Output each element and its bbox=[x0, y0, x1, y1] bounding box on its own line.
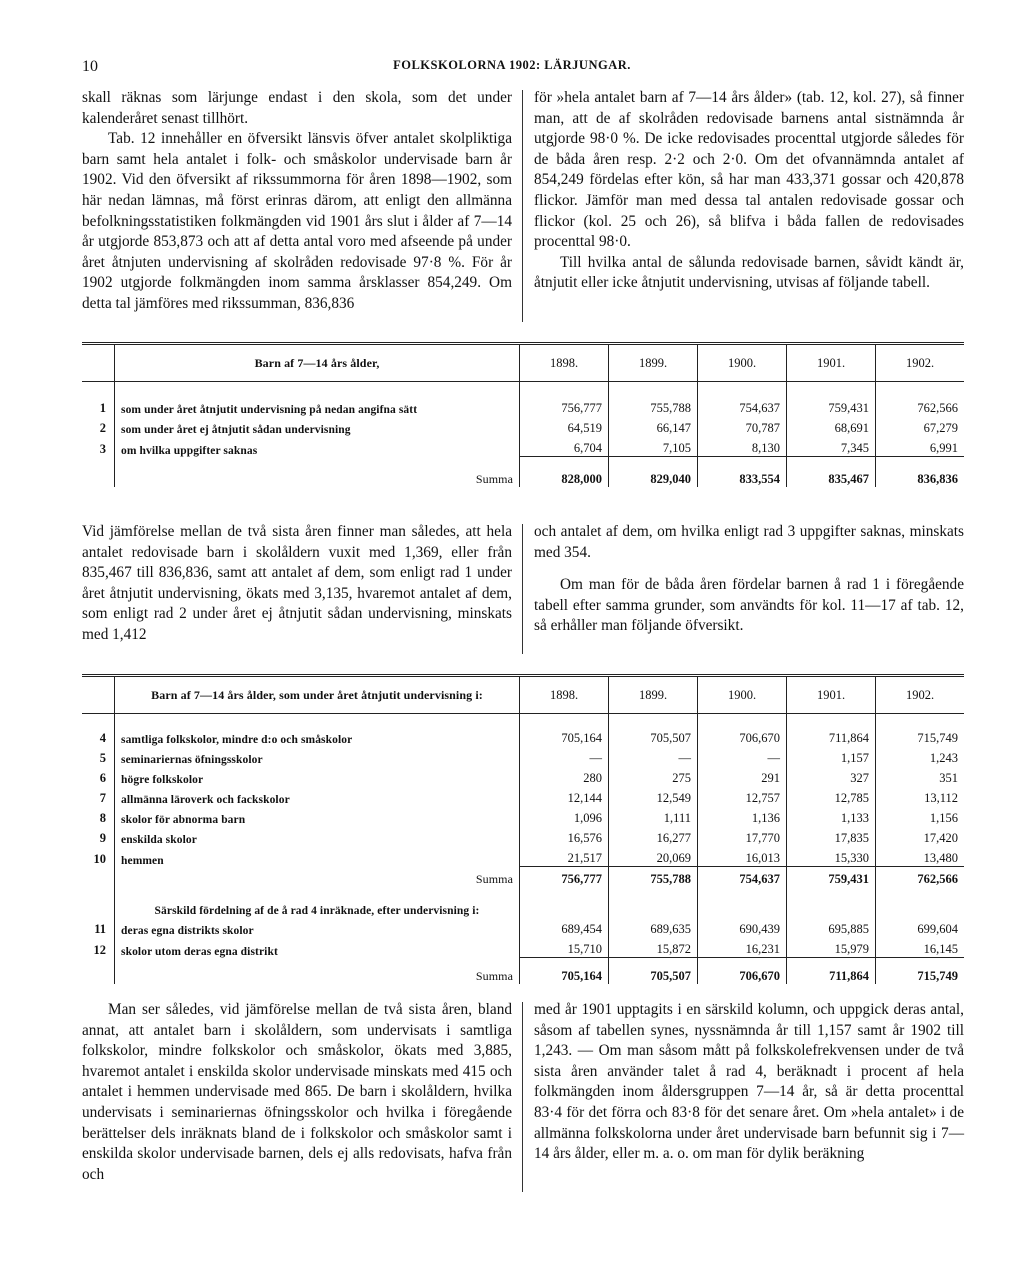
section1-right-column bbox=[534, 88, 964, 315]
cell: 16,013 bbox=[698, 846, 787, 867]
cell: 8,130 bbox=[698, 436, 787, 457]
cell: 275 bbox=[609, 766, 698, 786]
table-header-row bbox=[82, 676, 964, 714]
cell: 705,164 bbox=[520, 726, 609, 746]
column-divider bbox=[522, 1002, 523, 1192]
text-section-1 bbox=[82, 88, 964, 315]
cell: 16,277 bbox=[609, 826, 698, 846]
cell: 70,787 bbox=[698, 416, 787, 436]
row-label: skolor för abnorma barn bbox=[121, 814, 246, 826]
sum-cell: 706,670 bbox=[698, 958, 787, 984]
sum-cell: 755,788 bbox=[609, 867, 698, 888]
row-label: deras egna distrikts skolor bbox=[121, 925, 254, 937]
year-header: 1898. bbox=[520, 676, 609, 714]
paragraph: skall räknas som lärjunge endast i den skola, som det under kalenderåret senast tillhört. bbox=[82, 89, 512, 127]
year-header: 1899. bbox=[609, 344, 698, 382]
cell: 7,105 bbox=[609, 436, 698, 457]
row-label: högre folkskolor bbox=[121, 774, 204, 786]
cell: 66,147 bbox=[609, 416, 698, 436]
cell: 754,637 bbox=[698, 396, 787, 416]
sum-cell: 759,431 bbox=[787, 867, 876, 888]
table-row bbox=[82, 846, 964, 867]
row-number: 4 bbox=[82, 726, 115, 746]
cell: 1,156 bbox=[876, 806, 965, 826]
row-number: 8 bbox=[82, 806, 115, 826]
row-number: 11 bbox=[82, 917, 115, 937]
cell: 1,136 bbox=[698, 806, 787, 826]
row-label: som under året åtnjutit undervisning på nedan angifna sätt bbox=[121, 404, 418, 416]
row-number: 5 bbox=[82, 746, 115, 766]
section3-right-column bbox=[534, 1000, 964, 1185]
cell: 1,111 bbox=[609, 806, 698, 826]
cell: 15,872 bbox=[609, 937, 698, 958]
table-row bbox=[82, 806, 964, 826]
cell: 699,604 bbox=[876, 917, 965, 937]
table-row bbox=[82, 766, 964, 786]
cell: — bbox=[698, 746, 787, 766]
cell: 1,133 bbox=[787, 806, 876, 826]
cell: 12,144 bbox=[520, 786, 609, 806]
row-number: 6 bbox=[82, 766, 115, 786]
row-label: samtliga folkskolor, mindre d:o och småskolor bbox=[121, 734, 353, 746]
paragraph: Man ser således, vid jämförelse mellan de två sista åren, bland annat, att antalet barn i skolåldern, som undervisats i samtliga folkskolor, mindre folkskolor och småskolor, ökats med 3,885, hvaremot antalet i enskilda skolor undervisade minskats med 415 och antalet i hemmen undervisade med 865. De barn i skolåldern, hvilka undervisats i seminariernas öfningsskolor och hvilka i föregående berättelser dels inräknats bland de i folkskolor och småskolor samt i enskilda skolor undervisade barnen, dels ej alls redovisats, hafva från och bbox=[82, 1001, 512, 1183]
cell: 12,549 bbox=[609, 786, 698, 806]
cell: 17,770 bbox=[698, 826, 787, 846]
paragraph: och antalet af dem, om hvilka enligt rad 3 uppgifter saknas, minskats med 354. bbox=[534, 523, 964, 561]
row-label: seminariernas öfningsskolor bbox=[121, 754, 263, 766]
cell: 12,757 bbox=[698, 786, 787, 806]
column-divider bbox=[522, 90, 523, 322]
sum-cell: 829,040 bbox=[609, 457, 698, 487]
cell: 690,439 bbox=[698, 917, 787, 937]
row-label: om hvilka uppgifter saknas bbox=[121, 444, 258, 457]
cell: 17,420 bbox=[876, 826, 965, 846]
sum-cell: 756,777 bbox=[520, 867, 609, 888]
column-divider bbox=[522, 524, 523, 654]
cell: 17,835 bbox=[787, 826, 876, 846]
table-2 bbox=[82, 674, 964, 984]
row-number: 3 bbox=[82, 436, 115, 457]
sum-cell: 705,164 bbox=[520, 958, 609, 984]
cell: 756,777 bbox=[520, 396, 609, 416]
sum-label: Summa bbox=[475, 872, 513, 886]
sum-cell: 705,507 bbox=[609, 958, 698, 984]
row-label: som under året ej åtnjutit sådan undervisning bbox=[121, 424, 351, 436]
year-header: 1899. bbox=[609, 676, 698, 714]
row-label: allmänna läroverk och fackskolor bbox=[121, 794, 290, 806]
year-header: 1900. bbox=[698, 676, 787, 714]
sum-cell: 833,554 bbox=[698, 457, 787, 487]
sum-cell: 836,836 bbox=[876, 457, 965, 487]
section1-left-column bbox=[82, 88, 512, 315]
sum-cell: 754,637 bbox=[698, 867, 787, 888]
table-row bbox=[82, 416, 964, 436]
sum-row bbox=[82, 457, 964, 487]
sum-label: Summa bbox=[475, 471, 513, 486]
cell: 68,691 bbox=[787, 416, 876, 436]
table-header-row bbox=[82, 344, 964, 382]
cell: 706,670 bbox=[698, 726, 787, 746]
cell: 15,979 bbox=[787, 937, 876, 958]
cell: 689,635 bbox=[609, 917, 698, 937]
cell: 16,231 bbox=[698, 937, 787, 958]
sum-cell: 715,749 bbox=[876, 958, 965, 984]
row-number: 1 bbox=[82, 396, 115, 416]
row-label: enskilda skolor bbox=[121, 834, 197, 846]
year-header: 1901. bbox=[787, 676, 876, 714]
cell: 16,576 bbox=[520, 826, 609, 846]
cell: 1,157 bbox=[787, 746, 876, 766]
sum-cell: 835,467 bbox=[787, 457, 876, 487]
cell: 1,096 bbox=[520, 806, 609, 826]
section3-left-column bbox=[82, 1000, 512, 1185]
row-label: skolor utom deras egna distrikt bbox=[121, 945, 278, 958]
cell: 280 bbox=[520, 766, 609, 786]
year-header: 1902. bbox=[876, 676, 965, 714]
text-section-3 bbox=[82, 1000, 964, 1185]
row-number: 2 bbox=[82, 416, 115, 436]
row-number: 7 bbox=[82, 786, 115, 806]
cell: 715,749 bbox=[876, 726, 965, 746]
subheading-row bbox=[82, 887, 964, 917]
cell: 67,279 bbox=[876, 416, 965, 436]
cell: 1,243 bbox=[876, 746, 965, 766]
cell: 15,330 bbox=[787, 846, 876, 867]
table-row bbox=[82, 746, 964, 766]
sum-row bbox=[82, 958, 964, 984]
cell: 755,788 bbox=[609, 396, 698, 416]
row-number: 9 bbox=[82, 826, 115, 846]
cell: 705,507 bbox=[609, 726, 698, 746]
table-row bbox=[82, 726, 964, 746]
cell: 15,710 bbox=[520, 937, 609, 958]
cell: 6,991 bbox=[876, 436, 965, 457]
cell: — bbox=[520, 746, 609, 766]
cell: 12,785 bbox=[787, 786, 876, 806]
table-row bbox=[82, 937, 964, 958]
paragraph: Om man för de båda åren fördelar barnen å rad 1 i föregående tabell efter samma grunder, som användts för kol. 11—17 af tab. 12, så erhåller man följande öfversikt. bbox=[534, 576, 964, 635]
cell: 16,145 bbox=[876, 937, 965, 958]
cell: 327 bbox=[787, 766, 876, 786]
cell: 20,069 bbox=[609, 846, 698, 867]
row-number: 12 bbox=[82, 937, 115, 958]
sum-row bbox=[82, 867, 964, 888]
table-row bbox=[82, 786, 964, 806]
row-label: hemmen bbox=[121, 854, 164, 867]
cell: 351 bbox=[876, 766, 965, 786]
cell: 711,864 bbox=[787, 726, 876, 746]
table-row bbox=[82, 436, 964, 457]
sub-heading: Särskild fördelning af de å rad 4 inräknade, efter undervisning i: bbox=[154, 905, 480, 917]
cell: 13,480 bbox=[876, 846, 965, 867]
table-1 bbox=[82, 342, 964, 487]
section2-left-column bbox=[82, 522, 512, 646]
sum-cell: 828,000 bbox=[520, 457, 609, 487]
cell: 695,885 bbox=[787, 917, 876, 937]
paragraph: Tab. 12 innehåller en öfversikt länsvis öfver antalet skolpliktiga barn samt hela antalet i folk- och småskolor undervisade barn år 1902. Vid den öfversikt af rikssummorna för åren 1898—1902, som här nedan lämnas, må först erinras därom, att enligt den allmänna befolkningsstatistiken folkmängden vid 1901 års slut i ålder af 7—14 år utgjorde 853,873 och att af detta antal voro med afseende på under året åtnjuten undervisning af skolråden redovisade 97·8 %. För år 1902 utgjorde folkmängden inom samma årsklasser 854,249. Om detta tal jämföres med rikssumman, 836,836 bbox=[82, 130, 512, 312]
section2-right-column bbox=[534, 522, 964, 646]
sum-label: Summa bbox=[475, 968, 513, 983]
year-header: 1898. bbox=[520, 344, 609, 382]
table-row bbox=[82, 917, 964, 937]
text-section-2 bbox=[82, 522, 964, 646]
cell: 759,431 bbox=[787, 396, 876, 416]
year-header: 1901. bbox=[787, 344, 876, 382]
cell: 7,345 bbox=[787, 436, 876, 457]
table-row bbox=[82, 396, 964, 416]
year-header: 1902. bbox=[876, 344, 965, 382]
cell: 64,519 bbox=[520, 416, 609, 436]
table-row bbox=[82, 826, 964, 846]
row-number: 10 bbox=[82, 846, 115, 867]
sum-cell: 711,864 bbox=[787, 958, 876, 984]
page-number: 10 bbox=[82, 58, 98, 75]
cell: 291 bbox=[698, 766, 787, 786]
paragraph: med år 1901 upptagits i en särskild kolumn, och uppgick deras antal, såsom af tabellen synes, nyssnämnda år till 1,157 samt år 1902 till 1,243. — Om man såsom mått på folkskolefrekvensen under de två sista åren använder talet å rad 4, beräknadt i procent af hela folkmängden inom åldersgruppen 7—14 år, så är detta procenttal 83·4 för det förra och 83·8 för det senare året. Om »hela antalet» i de allmänna folkskolorna under året undervisade barn befunnit sig i 7—14 års ålder, eller m. a. o. om man för dylik beräkning bbox=[534, 1001, 964, 1163]
year-header: 1900. bbox=[698, 344, 787, 382]
cell: 6,704 bbox=[520, 436, 609, 457]
paragraph: Vid jämförelse mellan de två sista åren finner man således, att hela antalet redovisade barn i skolåldern vuxit med 1,369, eller från 835,467 till 836,836, samt att antalet af dem, som enligt rad 1 under året åtnjutit undervisning, ökats med 3,135, hvaremot antalet af dem, som enligt rad 2 under året ej åtnjutit sådan undervisning, minskats med 1,412 bbox=[82, 523, 512, 643]
sum-cell: 762,566 bbox=[876, 867, 965, 888]
cell: — bbox=[609, 746, 698, 766]
paragraph: för »hela antalet barn af 7—14 års ålder» (tab. 12, kol. 27), så finner man, att de af skolråden redovisade barnens antal sistnämnda år utgjorde 98·0 %. De icke redovisades procenttal utgjorde således för de båda åren resp. 2·2 och 2·0. Om det ofvannämnda antalet af 854,249 fördelas efter kön, så har man 433,371 gossar och 420,878 flickor. Jämför man med dessa tal antalen redovisade gossar och flickor (kol. 25 och 26), så blifva i båda fallen de redovisades procenttal 98·0. bbox=[534, 89, 964, 251]
cell: 13,112 bbox=[876, 786, 965, 806]
running-title: FOLKSKOLORNA 1902: LÄRJUNGAR. bbox=[393, 58, 631, 72]
table-header-label: Barn af 7—14 års ålder, som under året åtnjutit undervisning i: bbox=[115, 676, 520, 714]
table-header-label: Barn af 7—14 års ålder, bbox=[115, 344, 520, 382]
cell: 689,454 bbox=[520, 917, 609, 937]
cell: 21,517 bbox=[520, 846, 609, 867]
cell: 762,566 bbox=[876, 396, 965, 416]
paragraph: Till hvilka antal de sålunda redovisade barnen, såvidt kändt är, åtnjutit eller icke åtnjutit undervisning, utvisas af följande tabell. bbox=[534, 253, 964, 292]
